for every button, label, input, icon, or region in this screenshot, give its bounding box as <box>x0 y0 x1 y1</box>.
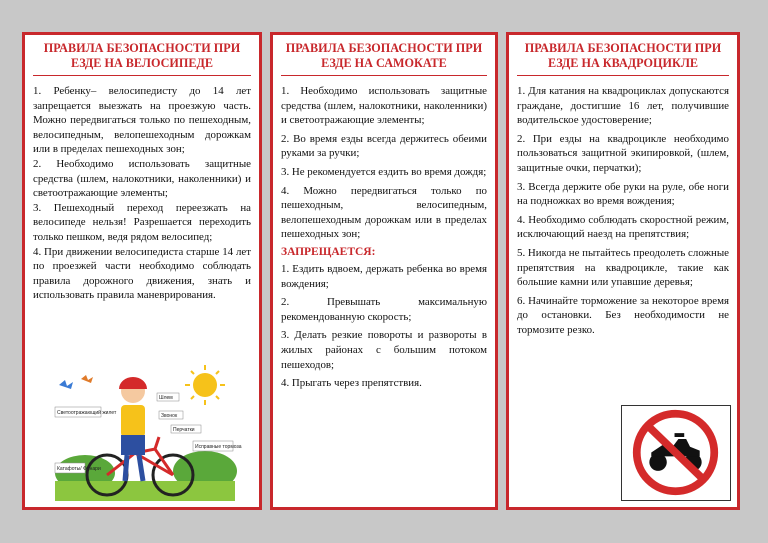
bicycle-rule-3: 3. Пешеходный переход переезжать на велосипеде нельзя! Разрешается переходить только пешком, ведя рядом велосипед; <box>33 201 251 243</box>
label-helmet: Шлем <box>159 395 173 401</box>
no-quad-sign <box>621 405 731 501</box>
label-lights: Катафоты/ Фонари <box>57 466 101 472</box>
quad-rule-1: 1. Для катания на квадроциклах допускаются граждане, достигшие 16 лет, получившие водительское удостоверение; <box>517 85 729 127</box>
label-bell: Звонок <box>161 413 178 419</box>
scooter-panel <box>270 32 498 510</box>
scooter-title: ПРАВИЛА БЕЗОПАСНОСТИ ПРИ ЕЗДЕ НА САМОКАТЕ <box>285 41 483 70</box>
bicycle-title: ПРАВИЛА БЕЗОПАСНОСТИ ПРИ ЕЗДЕ НА ВЕЛОСИПЕДЕ <box>43 41 241 70</box>
quad-rule-4: 4. Необходимо соблюдать скоростной режим, исключающий наезд на препятствия; <box>517 213 729 241</box>
bicycle-rule-1: 1. Ребенку– велосипедисту до 14 лет запрещается выезжать на проезжую часть. Можно передвигаться только по пешеходным, велосипедным, велопешеходным дорожкам или в пределах пешеходных зон; <box>33 85 251 156</box>
bicycle-title-divider <box>33 75 251 76</box>
scooter-rule-1: 1. Необходимо использовать защитные средства (шлем, налокотники, наколенники) и светоотражающие элементы; <box>281 85 487 127</box>
scooter-forbidden-2: 2. Превышать максимальную рекомендованную скорость; <box>281 296 487 323</box>
quad-title: ПРАВИЛА БЕЗОПАСНОСТИ ПРИ ЕЗДЕ НА КВАДРОЦИКЛЕ <box>524 41 722 70</box>
scooter-title-divider <box>281 75 487 76</box>
label-gloves: Перчатки <box>173 427 195 433</box>
cyclist-illustration <box>55 363 242 501</box>
scooter-rule-3: 3. Не рекомендуется ездить во время дождя; <box>281 165 487 178</box>
no-atv-icon <box>622 406 729 499</box>
scooter-forbidden-1: 1. Ездить вдвоем, держать ребенка во время вождения; <box>281 262 487 290</box>
scooter-forbidden-4: 4. Прыгать через препятствия. <box>281 377 422 390</box>
bicycle-rule-4: 4. При движении велосипедиста старше 14 лет по проезжей части необходимо соблюдать правила дорожного движения, знать и использовать правила маневрирования. <box>33 245 251 302</box>
label-brakes: Исправные тормоза <box>195 444 242 450</box>
scooter-rule-4: 4. Можно передвигаться только по пешеходным, велосипедным, велопешеходным дорожкам или в пределах пешеходных зон; <box>281 184 487 241</box>
bicycle-panel <box>22 32 262 510</box>
bicycle-rule-2: 2. Необходимо использовать защитные средства (шлем, налокотники, наколенники) и светоотражающие элементы; <box>33 157 251 200</box>
scooter-rule-2: 2. Во время езды всегда держитесь обеими руками за ручки; <box>281 132 487 160</box>
quad-rule-3: 3. Всегда держите обе руки на руле, обе ноги на подножках во время вождения; <box>517 180 729 208</box>
quad-rule-6: 6. Начинайте торможение за некоторое время до остановки. Без необходимости не тормозите резко. <box>517 294 729 336</box>
scooter-forbidden-3: 3. Делать резкие повороты и развороты в жилых районах с большим потоком пешеходов; <box>281 329 487 371</box>
forbidden-heading: ЗАПРЕЩАЕТСЯ: <box>281 245 376 258</box>
label-reflector: Светоотражающий жилет <box>57 410 117 416</box>
quad-panel <box>506 32 740 510</box>
quad-title-divider <box>517 75 729 76</box>
quad-rule-2: 2. При езды на квадроцикле необходимо пользоваться защитной экипировкой, (шлем, защитные очки, перчатки); <box>517 132 729 174</box>
quad-rule-5: 5. Никогда не пытайтесь преодолеть сложные препятствия на квадроцикле, такие как большие камни или упавшие деревья; <box>517 246 730 289</box>
